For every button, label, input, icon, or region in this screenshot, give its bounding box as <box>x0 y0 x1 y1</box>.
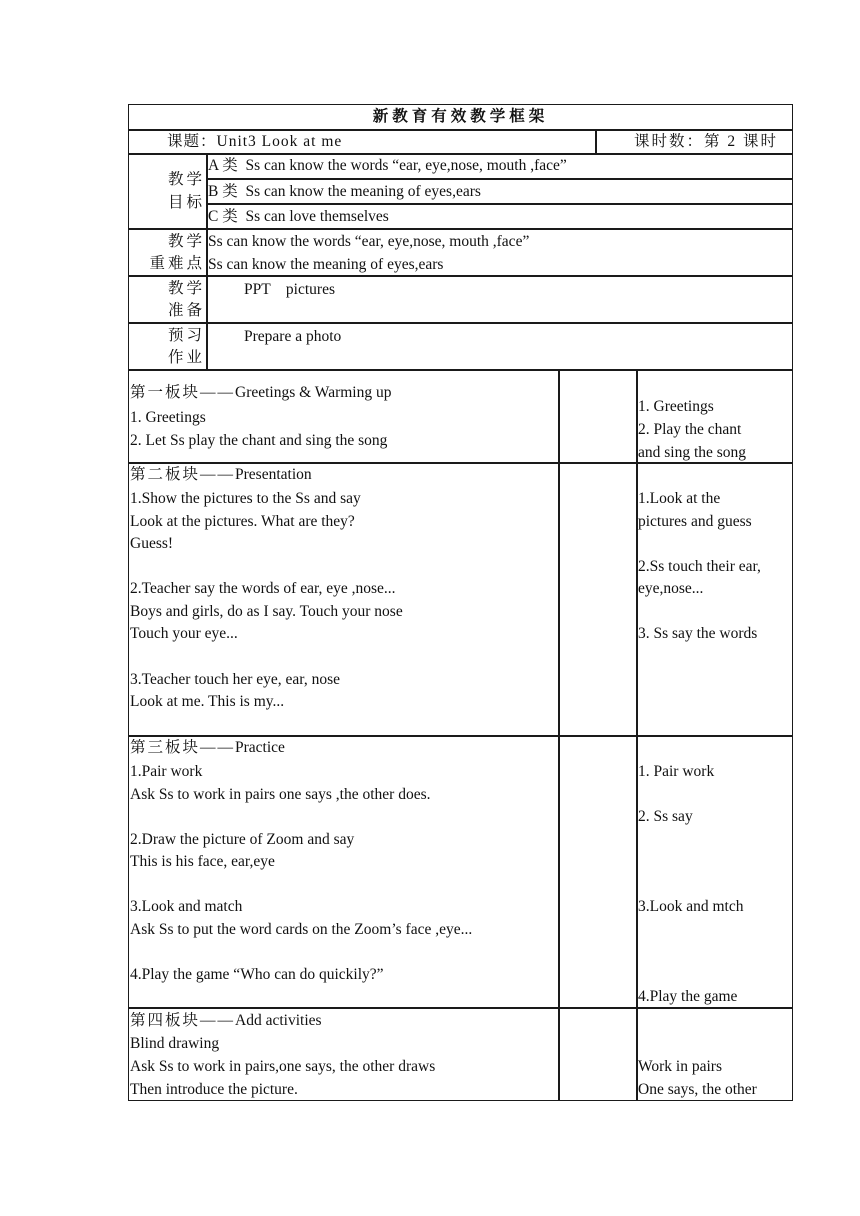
section-4-teacher-cell <box>128 1007 560 1101</box>
section-4-heading <box>130 1010 322 1033</box>
key-point-1: Ss can know the words “ear, eye,nose, mouth ,face” <box>208 233 530 250</box>
section-2-student-line: eye,nose... <box>638 580 704 597</box>
objectives-label-1: 教学 <box>167 171 205 188</box>
key-points-label-1: 教学 <box>167 233 205 250</box>
lesson-count-cell <box>595 129 793 155</box>
section-1-student-line: 2. Play the chant <box>638 421 742 438</box>
section-3-heading-en: Practice <box>235 739 285 756</box>
section-3-heading <box>130 737 285 760</box>
preview-cell <box>206 322 793 371</box>
key-points-label-cell <box>128 228 208 277</box>
preparation-label-1: 教学 <box>167 280 205 297</box>
section-2-heading <box>130 464 312 487</box>
section-1-heading <box>130 382 391 405</box>
section-2-teacher-line: Look at the pictures. What are they? <box>130 513 355 530</box>
key-points-cell <box>206 228 793 277</box>
section-1-teacher-line: 1. Greetings <box>130 409 206 426</box>
section-3-teacher-line: Ask Ss to work in pairs one says ,the other does. <box>130 786 431 803</box>
section-4-heading-en: Add activities <box>235 1012 322 1029</box>
section-1-teacher-line: 2. Let Ss play the chant and sing the song <box>130 432 388 449</box>
section-1-student-line: 1. Greetings <box>638 398 714 415</box>
preview-value: Prepare a photo <box>244 328 342 345</box>
section-2-teacher-line: 1.Show the pictures to the Ss and say <box>130 490 361 507</box>
section-3-student-line: 4.Play the game <box>638 988 738 1005</box>
objective-b: B 类 Ss can know the meaning of eyes,ears <box>208 183 481 200</box>
preparation-cell <box>206 275 793 324</box>
section-4-student-line: Work in pairs <box>638 1058 722 1075</box>
section-3-teacher-line: 3.Look and match <box>130 898 243 915</box>
section-3-teacher-line: This is his face, ear,eye <box>130 853 275 870</box>
section-3-teacher-line: 4.Play the game “Who can do quickily?” <box>130 966 384 983</box>
section-2-teacher-cell <box>128 462 560 737</box>
section-2-teacher-line: Guess! <box>130 535 174 552</box>
section-4-middle-cell <box>558 1007 638 1101</box>
key-point-2: Ss can know the meaning of eyes,ears <box>208 256 444 273</box>
preparation-label-2: 准备 <box>167 302 205 319</box>
section-2-middle-cell <box>558 462 638 737</box>
section-3-student-line: 3.Look and mtch <box>638 898 744 915</box>
section-3-heading-cn: 第三板块—— <box>130 739 236 756</box>
key-points-label-2: 重难点 <box>149 255 205 272</box>
objective-c-cell <box>206 203 793 230</box>
section-2-teacher-line: Touch your eye... <box>130 625 238 642</box>
section-4-teacher-line: Ask Ss to work in pairs,one says, the other draws <box>130 1058 436 1075</box>
section-4-student-cell <box>636 1007 793 1101</box>
preview-label-1: 预习 <box>167 327 205 344</box>
section-1-student-line: and sing the song <box>638 444 747 461</box>
section-2-student-line: 1.Look at the <box>638 490 721 507</box>
section-2-student-line: pictures and guess <box>638 513 752 530</box>
section-3-teacher-cell <box>128 735 560 1009</box>
section-2-student-cell <box>636 462 793 737</box>
section-2-teacher-line: 3.Teacher touch her eye, ear, nose <box>130 671 341 688</box>
section-1-heading-en: Greetings & Warming up <box>235 384 392 401</box>
section-2-student-line: 2.Ss touch their ear, <box>638 558 761 575</box>
section-1-heading-cn: 第一板块—— <box>130 384 236 401</box>
objective-c: C 类 Ss can love themselves <box>208 208 389 225</box>
objective-a: A 类 Ss can know the words “ear, eye,nose, mouth ,face” <box>208 157 567 174</box>
section-3-student-cell <box>636 735 793 1009</box>
section-4-teacher-line: Blind drawing <box>130 1035 220 1052</box>
section-2-teacher-line: 2.Teacher say the words of ear, eye ,nose... <box>130 580 396 597</box>
objective-b-cell <box>206 178 793 205</box>
objective-a-cell <box>206 153 793 180</box>
section-2-heading-en: Presentation <box>235 466 312 483</box>
section-3-teacher-line: Ask Ss to put the word cards on the Zoom’s face ,eye... <box>130 921 473 938</box>
section-3-teacher-line: 1.Pair work <box>130 763 203 780</box>
objectives-label-cell <box>128 153 208 230</box>
preparation-value: PPT pictures <box>244 281 335 298</box>
section-2-teacher-line: Boys and girls, do as I say. Touch your nose <box>130 603 403 620</box>
section-3-teacher-line: 2.Draw the picture of Zoom and say <box>130 831 355 848</box>
preparation-label-cell <box>128 275 208 324</box>
preview-label-cell <box>128 322 208 371</box>
section-3-student-line: 1. Pair work <box>638 763 715 780</box>
document-title: 新教育有效教学框架 <box>372 108 549 125</box>
section-4-teacher-line: Then introduce the picture. <box>130 1081 298 1098</box>
section-4-student-line: One says, the other <box>638 1081 757 1098</box>
section-2-heading-cn: 第二板块—— <box>130 466 236 483</box>
topic: 课题：Unit3 Look at me <box>167 133 343 150</box>
lesson-count: 课时数：第 2 课时 <box>633 133 778 150</box>
section-3-middle-cell <box>558 735 638 1009</box>
section-2-student-line: 3. Ss say the words <box>638 625 758 642</box>
section-1-student-cell <box>636 369 793 464</box>
title-row <box>128 104 793 131</box>
section-3-student-line: 2. Ss say <box>638 808 693 825</box>
section-1-teacher-cell <box>128 369 560 464</box>
section-4-heading-cn: 第四板块—— <box>130 1012 236 1029</box>
section-2-teacher-line: Look at me. This is my... <box>130 693 285 710</box>
topic-cell <box>128 129 597 155</box>
section-1-middle-cell <box>558 369 638 464</box>
preview-label-2: 作业 <box>167 349 205 366</box>
objectives-label-2: 目标 <box>167 194 205 211</box>
